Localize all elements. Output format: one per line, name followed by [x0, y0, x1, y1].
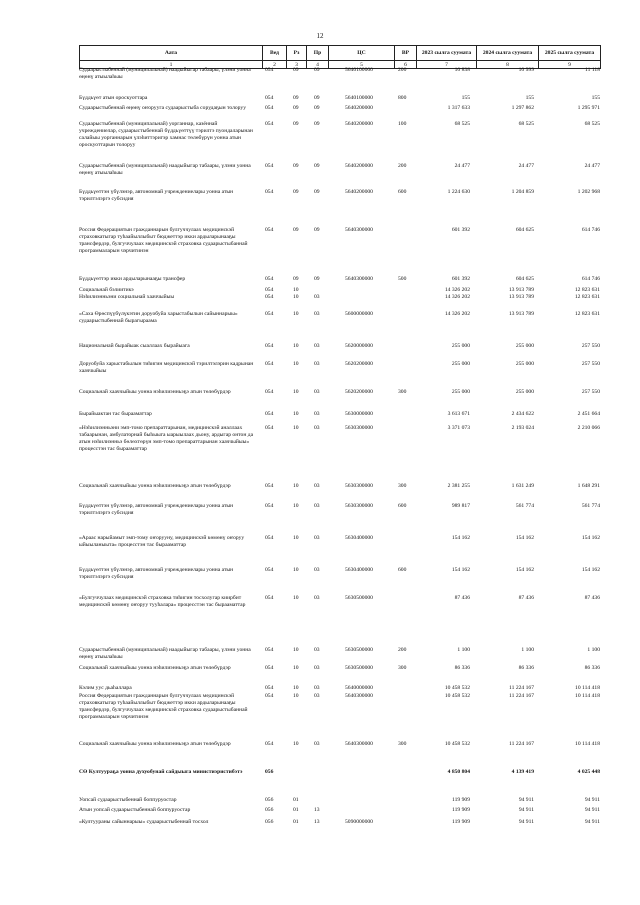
row-pr: 03 [314, 647, 320, 653]
row-name: Кэлим уус дьаһаллара [79, 685, 132, 691]
row-cs: 5620200000 [345, 361, 373, 367]
row-v1: 10 838 [454, 67, 470, 73]
row-name: СӨ Култуураҕа уонна духуобунай сайдыыга министиэристибэтэ [79, 769, 243, 775]
table-header [79, 45, 601, 69]
row-v3: 614 746 [581, 227, 600, 233]
row-v3: 24 477 [584, 163, 600, 169]
row-rz: 10 [293, 741, 299, 747]
row-ved: 054 [265, 121, 274, 127]
row-v3: 87 436 [584, 595, 600, 601]
row-v3: 154 162 [581, 567, 600, 573]
row-pr: 03 [314, 503, 320, 509]
row-pr: 09 [314, 67, 320, 73]
row-ved: 054 [265, 343, 274, 349]
row-v2: 255 000 [515, 361, 534, 367]
row-name: «Нэһилиэнньэни эмп-томо препараттарынан, медицинскэй аналлаах табаарынан, амбулаторнай быһыыга ыарыылаах дьону, ардыгар онтон да атын нэһилиэнньэ бөлөхтөрүн эмп-томо препараттарынан хааччыйыы» процесстэн тас бырааматтар [79, 425, 254, 452]
row-rz: 09 [293, 95, 299, 101]
row-ved: 054 [265, 535, 274, 541]
row-vr: 300 [398, 483, 407, 489]
row-cs: 5630500000 [345, 665, 373, 671]
page-number: 12 [316, 32, 324, 40]
row-rz: 09 [293, 227, 299, 233]
row-pr: 13 [314, 819, 320, 825]
row-v1: 10 458 532 [444, 685, 470, 691]
row-v2: 1 297 862 [511, 105, 534, 111]
row-v1: 601 392 [451, 276, 470, 282]
row-v2: 24 477 [518, 163, 534, 169]
row-v2: 10 999 [518, 67, 534, 73]
row-pr: 03 [314, 665, 320, 671]
row-v2: 11 224 167 [509, 741, 534, 747]
row-name: Бырайыактан тас бырааматтар [79, 411, 152, 417]
row-name: Социальнай бэлиитикэ [79, 287, 134, 293]
row-v3: 4 025 448 [577, 769, 600, 775]
row-v3: 2 210 066 [577, 425, 600, 431]
row-name: Россия Федерациятын гражданнарын булгуччулаах медицинскэй страховкатыгар туһаайыллыбыт бюджеттэр икки ардыларынааҕы трансфердэр, булгуччулаах медицинскэй страховка судаарыстыбаннай программаларын чэрчитинэн [79, 693, 248, 720]
row-ved: 054 [265, 105, 274, 111]
row-vr: 300 [398, 665, 407, 671]
row-v2: 13 913 789 [508, 311, 534, 317]
col-header-2024: 2024 сылга суумата [477, 46, 539, 61]
row-name: «Булгуччулаах медицинскэй страховка тиһигин тосхолугар киирбит медицинскэй көмөнү оҥоруу тууһалара» процесстэн тас бырааматтар [79, 595, 246, 608]
row-rz: 10 [293, 389, 299, 395]
row-v3: 68 525 [584, 121, 600, 127]
row-pr: 09 [314, 163, 320, 169]
row-v3: 1 648 291 [577, 483, 600, 489]
row-name: Уопсай судаарыстыбеннай боппуруостар [79, 797, 177, 803]
col-header-pr: Пр [307, 46, 329, 61]
row-name: Национальнай бырайыак сыаллаах бырайыага [79, 343, 190, 349]
row-cs: 5640000000 [345, 685, 373, 691]
row-ved: 054 [265, 693, 274, 699]
row-rz: 01 [293, 797, 299, 803]
row-v3: 1 202 968 [577, 189, 600, 195]
row-v3: 257 550 [581, 343, 600, 349]
row-pr: 03 [314, 567, 320, 573]
row-v3: 2 451 664 [577, 411, 600, 417]
row-rz: 09 [293, 67, 299, 73]
row-cs: 5640100000 [345, 67, 373, 73]
row-rz: 10 [293, 294, 299, 300]
row-name: Социальнай хааччыйыы уонна нэһилиэнньэҕэ атын төлөбүрдэр [79, 741, 231, 747]
row-name: Доруобуйа харыстабылын тиһигин медицинскэй тэрилтэлэрин кадрынан хааччыйыы [79, 361, 254, 374]
row-name: Нэһилиэнньэни социальнай хааччыйыы [79, 294, 175, 300]
row-cs: 5620200000 [345, 389, 373, 395]
row-v1: 255 000 [451, 343, 470, 349]
row-ved: 054 [265, 411, 274, 417]
row-rz: 10 [293, 483, 299, 489]
col-header-2023: 2023 сылга суумата [417, 46, 477, 61]
row-rz: 01 [293, 807, 299, 813]
row-cs: 5630300000 [345, 503, 373, 509]
col-num: 3 [287, 61, 307, 69]
row-name: Социальнай хааччыйыы уонна нэһилиэнньэҕэ атын төлөбүрдэр [79, 665, 231, 671]
row-cs: 5630300000 [345, 425, 373, 431]
row-v1: 154 162 [451, 535, 470, 541]
row-cs: 5600000000 [345, 311, 373, 317]
row-ved: 054 [265, 741, 274, 747]
row-v2: 68 525 [518, 121, 534, 127]
row-v3: 86 336 [584, 665, 600, 671]
row-v1: 10 458 532 [444, 693, 470, 699]
row-cs: 5640200000 [345, 189, 373, 195]
row-v3: 10 114 418 [575, 693, 600, 699]
row-pr: 03 [314, 389, 320, 395]
row-ved: 054 [265, 685, 274, 691]
row-ved: 054 [265, 189, 274, 195]
row-v2: 94 911 [518, 807, 534, 813]
row-v3: 154 162 [581, 535, 600, 541]
row-rz: 10 [293, 567, 299, 573]
row-v1: 119 909 [452, 797, 470, 803]
row-v1: 601 392 [451, 227, 470, 233]
row-v2: 155 [525, 95, 534, 101]
row-v2: 255 000 [515, 389, 534, 395]
row-name: Судаарыстыбеннай (муниципальнай) наадыйыгар табаары, үлэни уонна өңөнү атыылаһыы [79, 67, 251, 80]
row-v3: 1 100 [587, 647, 600, 653]
row-ved: 056 [265, 769, 274, 775]
row-v3: 1 295 971 [577, 105, 600, 111]
row-v3: 561 774 [581, 503, 600, 509]
row-v1: 255 000 [451, 389, 470, 395]
row-rz: 09 [293, 105, 299, 111]
row-ved: 054 [265, 227, 274, 233]
col-num: 4 [307, 61, 329, 69]
row-ved: 054 [265, 294, 274, 300]
row-v2: 561 774 [515, 503, 534, 509]
row-v2: 604 625 [515, 227, 534, 233]
row-cs: 5640300000 [345, 693, 373, 699]
row-v3: 614 746 [581, 276, 600, 282]
row-v1: 3 613 671 [447, 411, 470, 417]
row-v1: 86 336 [454, 665, 470, 671]
row-v1: 154 162 [451, 567, 470, 573]
row-pr: 09 [314, 189, 320, 195]
row-pr: 03 [314, 685, 320, 691]
row-v3: 257 550 [581, 361, 600, 367]
row-ved: 054 [265, 163, 274, 169]
row-vr: 300 [398, 389, 407, 395]
row-ved: 056 [265, 807, 274, 813]
row-rz: 10 [293, 647, 299, 653]
row-ved: 054 [265, 389, 274, 395]
col-header-name: Аата [80, 46, 263, 61]
row-pr: 03 [314, 483, 320, 489]
row-v1: 14 326 202 [444, 311, 470, 317]
row-name: Судаарыстыбеннай өңөнү оҥорууга судаарыстыба сорудаҕын толоруу [79, 105, 246, 111]
col-num: 5 [329, 61, 395, 69]
row-name: Бүддьүөттэн үбүлэнэр, автономнай учреждениелары уонна атын тэрилтэлэргэ субсидия [79, 503, 234, 516]
row-pr: 03 [314, 425, 320, 431]
row-cs: 5630400000 [345, 535, 373, 541]
row-name: Бүддьүөттэн үбүлэнэр, автономнай учреждениелары уонна атын тэрилтэлэргэ субсидия [79, 567, 234, 580]
row-name: Судаарыстыбеннай (муниципальнай) наадыйыгар табаары, үлэни уонна өңөнү атыылаһыы [79, 647, 251, 660]
row-ved: 056 [265, 819, 274, 825]
row-v1: 10 458 532 [444, 741, 470, 747]
row-rz: 01 [293, 819, 299, 825]
row-pr: 03 [314, 693, 320, 699]
row-cs: 5630500000 [345, 595, 373, 601]
row-v1: 14 326 202 [444, 287, 470, 293]
row-v2: 11 224 167 [509, 693, 534, 699]
row-v2: 2 434 622 [511, 411, 534, 417]
row-pr: 03 [314, 535, 320, 541]
row-rz: 10 [293, 503, 299, 509]
row-pr: 03 [314, 311, 320, 317]
row-ved: 054 [265, 276, 274, 282]
row-v2: 154 162 [515, 567, 534, 573]
row-v1: 155 [461, 95, 470, 101]
row-rz: 10 [293, 287, 299, 293]
row-v2: 94 911 [518, 819, 534, 825]
row-v1: 1 224 630 [447, 189, 470, 195]
row-v3: 12 823 631 [574, 287, 600, 293]
row-ved: 054 [265, 595, 274, 601]
row-v1: 2 381 255 [447, 483, 470, 489]
row-ved: 054 [265, 567, 274, 573]
col-header-rz: Рз [287, 46, 307, 61]
row-v2: 604 625 [515, 276, 534, 282]
row-v3: 94 911 [584, 807, 600, 813]
row-v2: 11 224 167 [509, 685, 534, 691]
row-v1: 119 909 [452, 819, 470, 825]
row-v1: 255 000 [451, 361, 470, 367]
row-cs: 5090000000 [345, 819, 373, 825]
row-cs: 5630500000 [345, 647, 373, 653]
row-vr: 100 [398, 121, 407, 127]
row-cs: 5640100000 [345, 95, 373, 101]
row-pr: 03 [314, 294, 320, 300]
row-cs: 5640200000 [345, 163, 373, 169]
row-pr: 09 [314, 105, 320, 111]
row-name: Бүддьүөт атын ороскуоттара [79, 95, 148, 101]
row-rz: 09 [293, 276, 299, 282]
row-v2: 87 436 [518, 595, 534, 601]
row-rz: 10 [293, 595, 299, 601]
row-v2: 255 000 [515, 343, 534, 349]
row-pr: 09 [314, 95, 320, 101]
row-cs: 5630000000 [345, 411, 373, 417]
row-v1: 68 525 [454, 121, 470, 127]
col-num: 6 [395, 61, 417, 69]
row-v1: 14 326 202 [444, 294, 470, 300]
row-ved: 054 [265, 647, 274, 653]
row-v3: 12 823 631 [574, 294, 600, 300]
row-rz: 10 [293, 425, 299, 431]
row-rz: 10 [293, 361, 299, 367]
row-ved: 054 [265, 483, 274, 489]
row-rz: 09 [293, 163, 299, 169]
row-vr: 600 [398, 189, 407, 195]
row-pr: 09 [314, 276, 320, 282]
row-v3: 94 911 [584, 819, 600, 825]
row-v3: 10 114 418 [575, 741, 600, 747]
row-v2: 2 193 024 [511, 425, 534, 431]
row-name: Атын уопсай судаарыстыбеннай боппуруостар [79, 807, 191, 813]
row-name: Бүддьүөттэр икки ардыларынааҕы трансфер [79, 276, 186, 282]
row-pr: 03 [314, 411, 320, 417]
row-rz: 10 [293, 311, 299, 317]
row-v1: 3 371 073 [447, 425, 470, 431]
row-name: «Араас нарыйамыт эмп-тому оҥорууну, медицинскэй көмөнү оҥоруу ыйыыланыыта» процесстэн тас бырааматтар [79, 535, 245, 548]
row-cs: 5640300000 [345, 276, 373, 282]
row-v2: 94 911 [518, 797, 534, 803]
row-name: Социальнай хааччыйыы уонна нэһилиэнньэҕэ атын төлөбүрдэр [79, 483, 231, 489]
row-pr: 09 [314, 227, 320, 233]
row-cs: 5630400000 [345, 567, 373, 573]
row-cs: 5640300000 [345, 741, 373, 747]
row-pr: 03 [314, 595, 320, 601]
row-v1: 87 436 [454, 595, 470, 601]
row-name: Судаарыстыбеннай (муниципальнай) уорганнар, казённай учреждениелар, судаарыстыбеннай бүддьүөттүү тэрилтэ пуондаларынан салайыы уорганнарын үлэһиттэригэр хамнас төлөбүрүн уонна атын ороскуоттарын толоруу [79, 121, 253, 148]
row-ved: 054 [265, 665, 274, 671]
row-v2: 1 204 859 [511, 189, 534, 195]
row-rz: 09 [293, 189, 299, 195]
col-num: 2 [263, 61, 287, 69]
row-vr: 500 [398, 276, 407, 282]
row-rz: 10 [293, 685, 299, 691]
row-cs: 5620000000 [345, 343, 373, 349]
row-rz: 10 [293, 411, 299, 417]
row-ved: 054 [265, 425, 274, 431]
row-vr: 800 [398, 95, 407, 101]
row-v2: 13 913 789 [508, 294, 534, 300]
row-v1: 24 477 [454, 163, 470, 169]
row-v1: 1 317 633 [447, 105, 470, 111]
row-v3: 257 550 [581, 389, 600, 395]
col-num: 1 [80, 61, 263, 69]
row-v3: 155 [591, 95, 600, 101]
row-name: Россия Федерациятын гражданнарын булгуччулаах медицинскэй страховкатыгар туһаайыллыбыт бюджеттэр икки ардыларынааҕы трансфердэр, булгуччулаах медицинскэй страховка судаарыстыбаннай программаларын чэрчитинэн [79, 227, 248, 254]
row-rz: 10 [293, 665, 299, 671]
row-vr: 200 [398, 163, 407, 169]
row-pr: 13 [314, 807, 320, 813]
row-pr: 09 [314, 121, 320, 127]
row-cs: 5640300000 [345, 227, 373, 233]
row-ved: 054 [265, 95, 274, 101]
row-vr: 200 [398, 647, 407, 653]
col-header-cs: ЦС [329, 46, 395, 61]
col-num: 8 [477, 61, 539, 69]
row-vr: 200 [398, 67, 407, 73]
col-header-ved: Вед [263, 46, 287, 61]
row-v3: 94 911 [584, 797, 600, 803]
row-ved: 054 [265, 361, 274, 367]
row-name: «Култуураны сайыннарыы» судаарыстыбеннай тосхол [79, 819, 209, 825]
row-rz: 10 [293, 693, 299, 699]
row-v3: 12 823 631 [574, 311, 600, 317]
row-rz: 10 [293, 535, 299, 541]
row-v2: 1 631 249 [511, 483, 534, 489]
row-cs: 5640200000 [345, 121, 373, 127]
row-ved: 056 [265, 797, 274, 803]
row-v2: 86 336 [518, 665, 534, 671]
row-v3: 11 118 [585, 67, 600, 73]
row-v1: 4 850 804 [447, 769, 470, 775]
row-cs: 5630300000 [345, 483, 373, 489]
row-pr: 03 [314, 741, 320, 747]
row-name: Социальнай хааччыйыы уонна нэһилиэнньэҕэ атын төлөбүрдэр [79, 389, 231, 395]
row-v2: 1 100 [521, 647, 534, 653]
row-name: Бүддьүөттэн үбүлэнэр, автономнай учреждениелары уонна атын тэрилтэлэргэ субсидия [79, 189, 234, 202]
row-pr: 03 [314, 343, 320, 349]
row-v1: 989 817 [451, 503, 470, 509]
row-v1: 1 100 [457, 647, 470, 653]
row-ved: 054 [265, 287, 274, 293]
col-header-2025: 2025 сылга суумата [539, 46, 601, 61]
col-num: 9 [539, 61, 601, 69]
row-vr: 600 [398, 503, 407, 509]
row-v2: 154 162 [515, 535, 534, 541]
col-num: 7 [417, 61, 477, 69]
row-v2: 4 139 419 [511, 769, 534, 775]
row-name: Судаарыстыбеннай (муниципальнай) наадыйыгар табаары, үлэни уонна өңөнү атыылаһыы [79, 163, 251, 176]
row-v1: 119 909 [452, 807, 470, 813]
row-ved: 054 [265, 67, 274, 73]
row-rz: 09 [293, 121, 299, 127]
row-cs: 5640200000 [345, 105, 373, 111]
row-pr: 03 [314, 361, 320, 367]
row-ved: 054 [265, 503, 274, 509]
row-ved: 054 [265, 311, 274, 317]
row-vr: 600 [398, 567, 407, 573]
row-vr: 300 [398, 741, 407, 747]
row-name: «Саха Өрөспүүбүлүкэтин доруобуйа харыстабылын сайыннарыы» судаарыстыбеннай бырагыраама [79, 311, 238, 324]
row-v2: 13 913 789 [508, 287, 534, 293]
row-rz: 10 [293, 343, 299, 349]
row-v3: 10 114 418 [575, 685, 600, 691]
col-header-vr: ВР [395, 46, 417, 61]
